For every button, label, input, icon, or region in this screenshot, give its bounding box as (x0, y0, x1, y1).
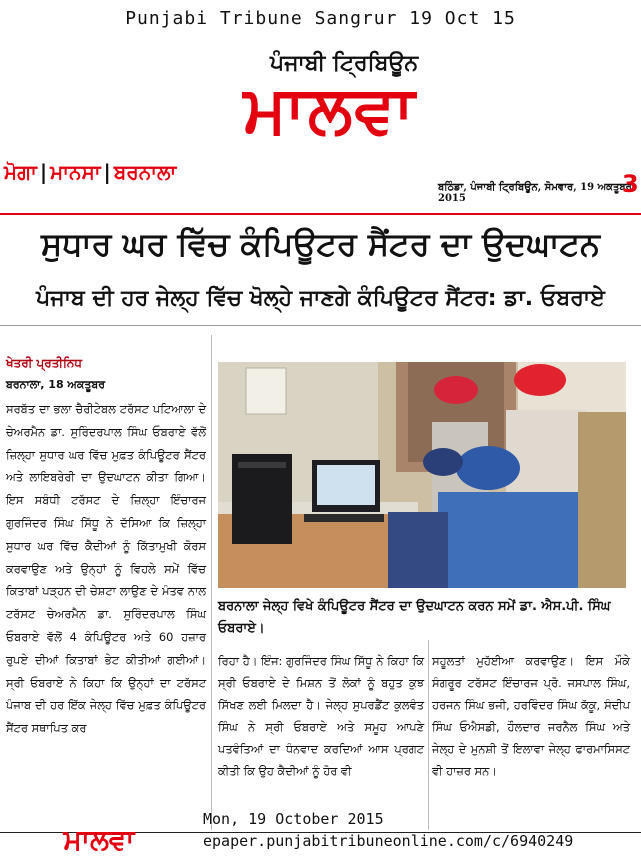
masthead-section-logo: ਮਾਲਵਾ (243, 76, 417, 144)
masthead-newspaper-name: ਪੰਜਾਬੀ ਟ੍ਰਿਬਿਊਨ (270, 50, 419, 76)
photo-caption: ਬਰਨਾਲਾ ਜੇਲ੍ਹ ਵਿਖੇ ਕੰਪਿਊਟਰ ਸੈਂਟਰ ਦਾ ਉਦਘਾਟਨ ਕਰਨ ਸਮੇਂ ਡਾ. ਐਸ.ਪੀ. ਸਿੰਘ ਓਬਰਾਏ। (218, 599, 611, 636)
issue-date-line: ਬਠਿੰਡਾ, ਪੰਜਾਬੀ ਟ੍ਰਿਬਿਊਨ, ਸੋਮਵਾਰ, 19 ਅਕਤੂਬਰ 2015 (438, 182, 632, 204)
article-photo (218, 362, 626, 588)
region-mansa: ਮਾਨਸਾ (50, 160, 101, 184)
article-dateline: ਬਰਨਾਲਾ, 18 ਅਕਤੂਬਰ (6, 378, 106, 391)
article-column-1: ਸਰਬੱਤ ਦਾ ਭਲਾ ਚੈਰੀਟੇਬਲ ਟਰੱਸਟ ਪਟਿਆਲਾ ਦੇ ਚੇਅਰਮੈਨ ਡਾ. ਸੁਰਿੰਦਰਪਾਲ ਸਿੰਘ ਓਬਰਾਏ ਵੱਲੋਂ ਜ਼ਿਲ੍ਹਾ ਸੁਧਾਰ ਘਰ ਵਿੱਚ ਮੁਫ਼ਤ ਕੰਪਿਊਟਰ ਸੈਂਟਰ ਅਤੇ ਲਾਇਬਰੇਰੀ ਦਾ ਉਦਘਾਟਨ ਕੀਤਾ ਗਿਆ। ਇਸ ਸਬੰਧੀ ਟਰੱਸਟ ਦੇ ਜ਼ਿਲ੍ਹਾ ਇੰਚਾਰਜ ਗੁਰਜਿੰਦਰ ਸਿੰਘ ਸਿੱਧੂ ਨੇ ਦੱਸਿਆ ਕਿ ਜ਼ਿਲ੍ਹਾ ਸੁਧਾਰ ਘਰ ਵਿੱਚ ਕੈਦੀਆਂ ਨੂੰ ਕਿੱਤਾਮੁਖੀ ਕੋਰਸ ਕਰਵਾਉਣ ਅਤੇ ਉਨ੍ਹਾਂ ਨੂੰ ਵਿਹਲੇ ਸਮੇਂ ਵਿੱਚ ਕਿਤਾਬਾਂ ਪੜ੍ਹਨ ਦੀ ਚੇਸ਼ਟਾ ਲਾਉਣ ਦੇ ਮੰਤਵ ਨਾਲ ਟਰੱਸਟ ਚੇਅਰਮੈਨ ਡਾ. ਸੁਰਿੰਦਰਪਾਲ ਸਿੰਘ ਓਬਰਾਏ ਵੱਲੋਂ 4 ਕੰਪਿਊਟਰ ਅਤੇ 60 ਹਜ਼ਾਰ ਰੁਪਏ ਦੀਆਂ ਕਿਤਾਬਾਂ ਭੇਟ ਕੀਤੀਆਂ ਗਈਆਂ। ਸ੍ਰੀ ਓਬਰਾਏ ਨੇ ਕਿਹਾ ਕਿ ਉਨ੍ਹਾਂ ਦਾ ਟਰੱਸਟ ਪੰਜਾਬ ਦੀ ਹਰ ਇੱਕ ਜੇਲ੍ਹ ਵਿੱਚ ਮੁਫ਼ਤ ਕੰਪਿਊਟਰ ਸੈਂਟਰ ਸਥਾਪਿਤ ਕਰ (6, 402, 206, 736)
article-subheadline: ਪੰਜਾਬ ਦੀ ਹਰ ਜੇਲ੍ਹ ਵਿੱਚ ਖੋਲ੍ਹੇ ਜਾਣਗੇ ਕੰਪਿਊਟਰ ਸੈਂਟਰ: ਡਾ. ਓਬਰਾਏ (36, 286, 605, 311)
epaper-source-caption: Punjabi Tribune Sangrur 19 Oct 15 (125, 8, 516, 29)
masthead-divider (0, 213, 641, 215)
footer-date: Mon, 19 October 2015 (203, 810, 384, 828)
region-barnala: ਬਰਨਾਲਾ (113, 160, 177, 184)
region-separator: | (103, 160, 111, 184)
region-separator: | (39, 160, 48, 184)
article-column-3: ਸਹੂਲਤਾਂ ਮੁਹੱਈਆ ਕਰਵਾਉਣ। ਇਸ ਮੌਕੇ ਸੰਗਰੂਰ ਟਰੱਸਟ ਇੰਚਾਰਜ ਪ੍ਰੋ. ਜਸਪਾਲ ਸਿੰਘ, ਹਰਜਨ ਸਿੰਘ ਭਜੀ, ਹਰਵਿੰਦਰ ਸਿੰਘ ਕੱਕੂ, ਸੰਦੀਪ ਸਿੰਘ ਓਐਸਡੀ, ਹੌਲਦਾਰ ਜਰਨੈਲ ਸਿੰਘ ਅਤੇ ਜੇਲ੍ਹ ਦੇ ਮੁਨਸ਼ੀ ਤੋਂ ਇਲਾਵਾ ਜੇਲ੍ਹ ਫਾਰਮਾਸਿਸਟ ਵੀ ਹਾਜ਼ਰ ਸਨ। (432, 654, 630, 778)
region-strip (4, 160, 176, 184)
article-byline: ਖੇਤਰੀ ਪ੍ਰਤੀਨਿਧ (6, 356, 82, 370)
column-divider (211, 335, 212, 830)
footer-section-logo: ਮਾਲਵਾ (63, 823, 135, 856)
article-column-2: ਰਿਹਾ ਹੈ। ਇੰਜ: ਗੁਰਜਿੰਦਰ ਸਿੰਘ ਸਿੱਧੂ ਨੇ ਕਿਹਾ ਕਿ ਸ੍ਰੀ ਓਬਰਾਏ ਦੇ ਮਿਸ਼ਨ ਤੋਂ ਲੋਕਾਂ ਨੂੰ ਬਹੁਤ ਕੁਝ ਸਿੱਖਣ ਲਈ ਮਿਲਦਾ ਹੈ। ਜੇਲ੍ਹ ਸੁਪਰਡੈਂਟ ਕੁਲਵੰਤ ਸਿੰਘ ਨੇ ਸ੍ਰੀ ਓਬਰਾਏ ਅਤੇ ਸਮੂਹ ਆਪਣੇ ਪਤਵੰਤਿਆਂ ਦਾ ਧੰਨਵਾਦ ਕਰਦਿਆਂ ਆਸ ਪ੍ਰਗਟ ਕੀਤੀ ਕਿ ਉਹ ਕੈਦੀਆਂ ਨੂੰ ਹੋਰ ਵੀ (218, 654, 424, 778)
footer-epaper-url[interactable]: epaper.punjabitribuneonline.com/c/6940249 (203, 832, 574, 850)
region-moga: ਮੋਗਾ (4, 160, 37, 184)
column-divider (428, 640, 429, 830)
headline-divider (0, 325, 641, 326)
page-number: 3 (622, 170, 639, 198)
article-headline: ਸੁਧਾਰ ਘਰ ਵਿੱਚ ਕੰਪਿਊਟਰ ਸੈਂਟਰ ਦਾ ਉਦਘਾਟਨ (41, 225, 600, 263)
